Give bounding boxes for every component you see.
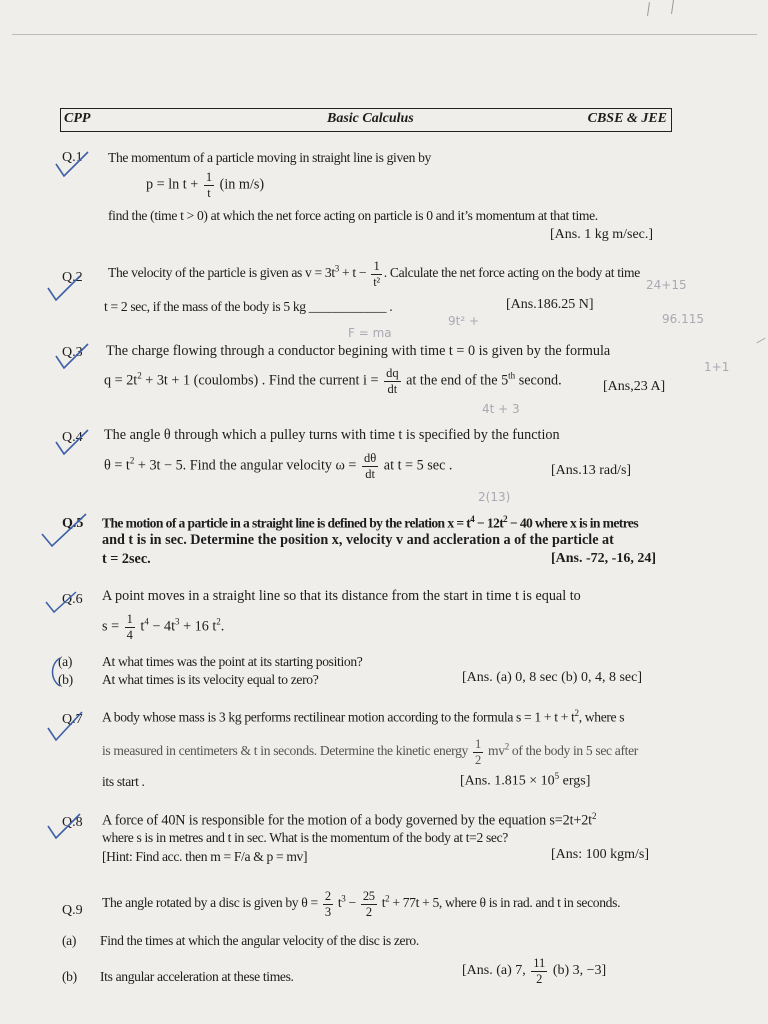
q7-line3: its start .	[102, 774, 145, 789]
q3-eq-pre: q = 2t	[104, 372, 138, 389]
q9-fraction-b	[361, 890, 377, 918]
q7-ans-pow: 5	[554, 771, 560, 781]
check-mark-icon-q3	[54, 342, 94, 372]
handwriting-note-5: 4t + 3	[482, 402, 520, 416]
q6-frac-den: 4	[126, 627, 133, 642]
q8-pow2: 2	[591, 811, 597, 821]
q6-frac-num: 1	[126, 612, 133, 626]
q9-number: Q.9	[62, 903, 83, 918]
q9-a-label: (a)	[62, 933, 77, 948]
q1-eq-pre: p = ln t +	[146, 176, 199, 193]
q9-ans-post: (b) 3, −3]	[552, 963, 607, 979]
q7-line2b: mv	[488, 743, 505, 759]
q4-eq-post: at t = 5 sec .	[383, 457, 453, 474]
q6-a-text: At what times was the point at its starting position?	[102, 654, 363, 669]
q5-pow4: 4	[470, 514, 475, 524]
check-mark-icon-q6	[44, 590, 80, 616]
q3-fraction	[384, 367, 401, 395]
q5-line3: t = 2sec.	[102, 551, 151, 567]
q2-post: . Calculate the net force acting on the body at time	[383, 265, 640, 281]
q4-pow: 2	[129, 455, 135, 466]
q9-ans-den: 2	[536, 971, 543, 986]
q6-b-text: At what times is its velocity equal to zero?	[102, 672, 319, 687]
q9-fraction-a	[323, 890, 333, 918]
q6-pow2: 2	[216, 616, 221, 627]
check-mark-icon-q1	[54, 150, 94, 180]
handwriting-note-3: 9t² +	[448, 314, 480, 328]
q9-mid2: −	[345, 895, 356, 911]
header-box	[60, 108, 672, 132]
q4-frac-den: dt	[365, 466, 375, 481]
q6-number: Q.6	[62, 592, 83, 607]
header-left: CPP	[64, 111, 91, 126]
q6-dot: .	[220, 618, 225, 635]
q9-line1	[102, 890, 620, 918]
q9-ans-fraction	[531, 957, 547, 985]
top-rule	[12, 34, 757, 35]
header-right: CBSE & JEE	[587, 111, 667, 126]
q5-pow2: 2	[503, 514, 508, 524]
q7-ans-text: [Ans. 1.815 × 10	[460, 773, 555, 789]
q7-line2	[102, 738, 638, 766]
q9-answer	[462, 957, 606, 985]
handwriting-note-4: F = ma	[348, 326, 392, 340]
handwriting-note-6: 2(13)	[478, 490, 511, 504]
q1-answer: [Ans. 1 kg m/sec.]	[550, 227, 654, 242]
q9-ans-pre: [Ans. (a) 7,	[462, 963, 526, 979]
q6-pow3: 3	[175, 616, 180, 627]
q9-fa-num: 2	[324, 889, 331, 903]
check-mark-icon-q6a	[46, 656, 66, 688]
q3-frac-num: dq	[386, 366, 399, 380]
q4-eq-pre: θ = t	[104, 457, 130, 474]
q1-fraction	[204, 171, 214, 199]
q6-t: t	[140, 618, 145, 635]
q7-fraction	[473, 738, 483, 766]
q7-line1-text: A body whose mass is 3 kg performs rectilinear motion according to the formula s = 1 + t + t	[102, 709, 575, 725]
q7-frac-den: 2	[475, 752, 481, 767]
q2-fraction	[371, 260, 382, 288]
q1-equation	[146, 171, 264, 199]
q7-answer	[460, 771, 590, 790]
q2-line1	[108, 260, 640, 288]
q1-frac-num: 1	[205, 170, 213, 184]
q5-number: Q.5	[62, 516, 84, 531]
q7-number: Q.7	[62, 712, 83, 727]
q4-number: Q.4	[62, 430, 83, 445]
check-mark-icon-q2	[46, 272, 86, 302]
q9-mid1: t	[334, 895, 342, 911]
q4-frac-num: dθ	[363, 451, 377, 465]
q5-line1b: − 12t	[474, 515, 504, 531]
q9-a-text: Find the times at which the angular velocity of the disc is zero.	[100, 933, 419, 948]
q2-number: Q.2	[62, 270, 83, 285]
header-center: Basic Calculus	[327, 111, 414, 126]
margin-mark	[756, 338, 765, 344]
q6-answer: [Ans. (a) 0, 8 sec (b) 0, 4, 8 sec]	[462, 670, 642, 685]
q4-fraction	[362, 452, 378, 480]
q5-line1a: The motion of a particle in a straight line is defined by the relation x = t	[102, 515, 471, 531]
q4-eq-mid: + 3t − 5. Find the angular velocity ω =	[134, 457, 357, 474]
q3-eq-end: second.	[515, 372, 562, 389]
q1-frac-den: t	[207, 185, 211, 200]
q6-line1: A point moves in a straight line so that its distance from the start in time t is equal to	[102, 588, 581, 604]
check-mark-icon-q7	[46, 710, 86, 744]
q5-line2: and t is in sec. Determine the position x, velocity v and accleration a of the particle at	[102, 532, 614, 548]
check-mark-icon-q4	[54, 428, 94, 458]
q1-line3: find the (time t > 0) at which the net force acting on particle is 0 and it’s momentum at that time.	[108, 208, 598, 223]
handwriting-note-7: 1+1	[704, 360, 730, 374]
q9-b-text: Its angular acceleration at these times.	[100, 969, 294, 984]
q9-ans-num: 11	[533, 956, 546, 970]
q6-mid2: + 16 t	[179, 618, 217, 635]
q1-eq-post: (in m/s)	[219, 176, 265, 193]
q5-answer: [Ans. -72, -16, 24]	[551, 551, 656, 566]
q9-fb-num: 25	[362, 889, 375, 903]
q8-answer: [Ans: 100 kgm/s]	[551, 847, 649, 862]
q9-mid3: t	[378, 895, 386, 911]
q7-line1	[102, 708, 624, 726]
q6-equation	[102, 613, 224, 641]
q6-a-label: (a)	[58, 654, 73, 669]
q2-pow: 3	[334, 263, 339, 274]
q2-frac-num: 1	[371, 260, 382, 275]
q7-pow2: 2	[574, 708, 579, 718]
check-mark-icon-q5	[40, 512, 90, 548]
q2-frac-den: t²	[373, 274, 380, 289]
q1-line1: The momentum of a particle moving in straight line is given by	[108, 150, 431, 165]
q4-line1: The angle θ through which a pulley turns with time t is specified by the function	[104, 427, 560, 443]
q6-mid: − 4t	[148, 618, 176, 635]
q9-pre: The angle rotated by a disc is given by θ =	[102, 895, 318, 911]
q1-number: Q.1	[62, 150, 83, 165]
q2-answer: [Ans.186.25 N]	[506, 297, 594, 312]
q9-post: + 77t + 5, where θ is in rad. and t in seconds.	[389, 895, 621, 911]
q9-fb-den: 2	[365, 904, 372, 919]
q9-pow2: 2	[385, 893, 390, 904]
q3-line1: The charge flowing through a conductor begining with time t = 0 is given by the formula	[106, 343, 611, 359]
q3-pow: 2	[137, 370, 142, 381]
q2-pre: The velocity of the particle is given as v = 3t	[108, 265, 335, 281]
q4-equation	[104, 452, 452, 480]
q7-line2c: of the body in 5 sec after	[508, 743, 638, 759]
q7-line2a: is measured in centimeters & t in seconds. Determine the kinetic energy	[102, 743, 468, 759]
handwriting-note-1: 24+15	[646, 278, 687, 292]
q8-line1-text: A force of 40N is responsible for the motion of a body governed by the equation s=2t+2t	[102, 812, 592, 829]
check-mark-icon-q8	[46, 812, 86, 842]
q3-th: th	[508, 370, 516, 381]
q9-pow3: 3	[341, 893, 346, 904]
scan-mark	[647, 2, 650, 16]
q2-mid: + t −	[338, 265, 367, 281]
scan-mark-2	[671, 0, 674, 14]
q7-line1-end: , where s	[578, 709, 625, 725]
q6-b-label: (b)	[58, 672, 73, 687]
q8-line1	[102, 811, 596, 830]
q3-frac-den: dt	[387, 381, 398, 396]
q4-answer: [Ans.13 rad/s]	[551, 463, 632, 478]
q3-answer: [Ans,23 A]	[603, 379, 666, 394]
q3-eq-post: at the end of the 5	[406, 372, 509, 389]
q3-eq-mid: + 3t + 1 (coulombs) . Find the current i =	[141, 372, 379, 389]
q5-line1	[102, 514, 638, 532]
q3-equation	[104, 367, 562, 395]
q6-eq-pre: s =	[102, 618, 120, 635]
q5-line1c: − 40 where x is in metres	[507, 515, 639, 531]
q9-b-label: (b)	[62, 969, 77, 984]
q3-number: Q.3	[62, 345, 83, 360]
q8-line3: [Hint: Find acc. then m = F/a & p = mv]	[102, 849, 308, 864]
q7-ans-end: ergs]	[559, 773, 591, 789]
q9-fa-den: 3	[324, 904, 331, 919]
handwriting-note-2: 96.115	[662, 312, 704, 326]
q7-pow2b: 2	[504, 741, 509, 752]
q8-line2: where s is in metres and t in sec. What is the momentum of the body at t=2 sec?	[102, 830, 508, 845]
q7-frac-num: 1	[475, 737, 481, 751]
q2-line2: t = 2 sec, if the mass of the body is 5 kg ____________ .	[104, 299, 393, 314]
q8-number: Q.8	[62, 815, 83, 830]
q6-fraction	[125, 613, 135, 641]
q6-pow4: 4	[144, 616, 149, 627]
